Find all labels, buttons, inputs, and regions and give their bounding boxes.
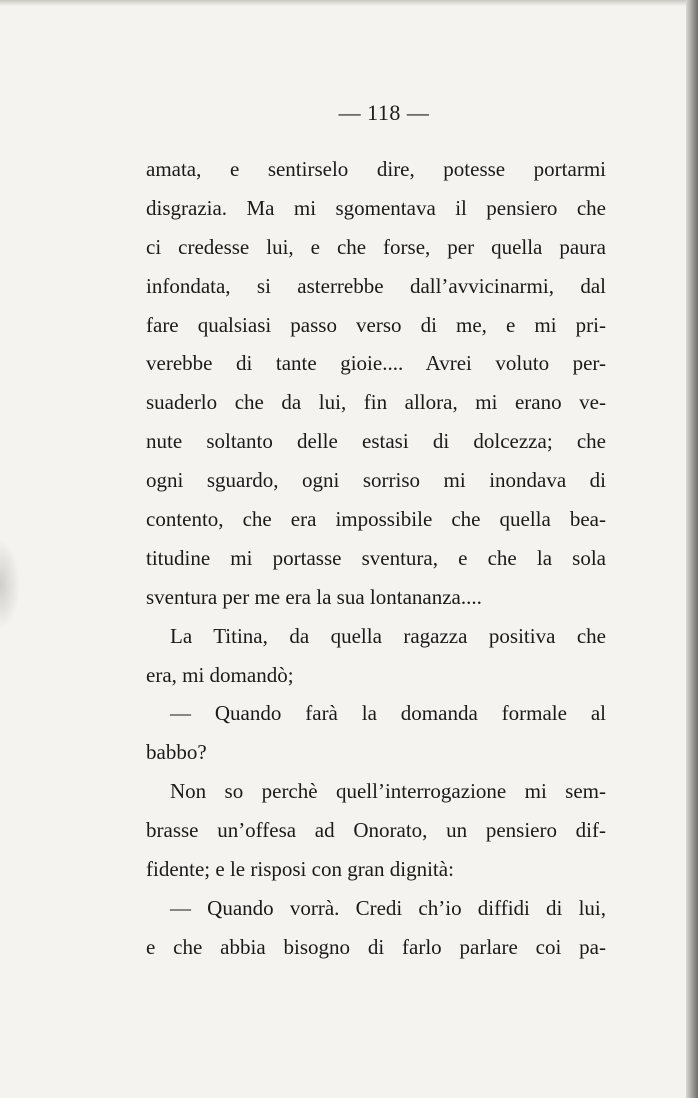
text-line: — Quando vorrà. Credi ch’io diffidi di lui, (170, 895, 606, 920)
text-line: ci credesse lui, e che forse, per quella paura (146, 234, 606, 259)
page-top-edge-shadow (0, 0, 698, 6)
text-line: disgrazia. Ma mi sgomentava il pensiero che (146, 195, 606, 220)
text-line: fare qualsiasi passo verso di me, e mi pri- (146, 312, 606, 337)
text-line: babbo? (146, 740, 207, 765)
text-line: fidente; e le risposi con gran dignità: (146, 857, 454, 882)
text-line: Non so perchè quell’interrogazione mi sem- (170, 779, 606, 804)
text-line: ogni sguardo, ogni sorriso mi inondava di (146, 468, 606, 493)
text-line: amata, e sentirselo dire, potesse portarmi (146, 157, 606, 181)
text-line: verebbe di tante gioie.... Avrei voluto per- (146, 351, 606, 376)
text-line: nute soltanto delle estasi di dolcezza; che (146, 429, 606, 454)
page-number: — 118 — (338, 100, 430, 125)
page-binding-edge-shadow (686, 0, 698, 1098)
text-line: titudine mi portasse sventura, e che la sola (146, 545, 606, 570)
text-line: brasse un’offesa ad Onorato, un pensiero dif- (146, 818, 606, 843)
text-line: La Titina, da quella ragazza positiva che (170, 623, 606, 648)
text-line: sventura per me era la sua lontananza.... (146, 584, 482, 609)
text-line: — Quando farà la domanda formale al (170, 701, 606, 726)
text-line: e che abbia bisogno di farlo parlare coi pa- (146, 934, 606, 959)
body-text (146, 150, 606, 967)
text-line: suaderlo che da lui, fin allora, mi erano ve- (146, 390, 606, 415)
text-line: infondata, si asterrebbe dall’avvicinarmi, dal (146, 273, 606, 298)
text-line: era, mi domandò; (146, 662, 294, 687)
text-line: contento, che era impossibile che quella bea- (146, 507, 606, 532)
page-smudge (0, 540, 20, 630)
